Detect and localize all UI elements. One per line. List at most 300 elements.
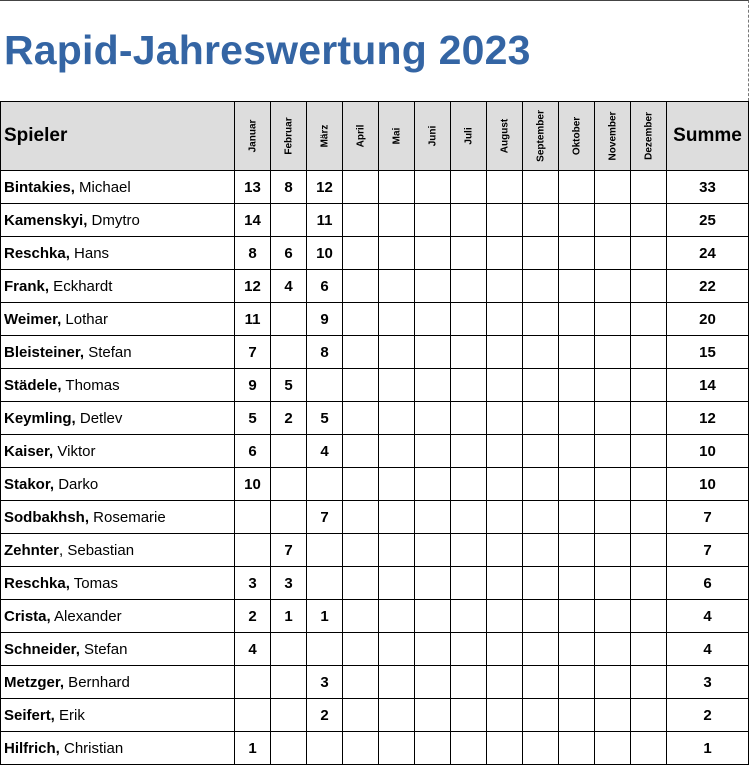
- score-cell: [415, 171, 451, 204]
- player-name-cell: [1, 666, 235, 699]
- score-cell: [559, 369, 595, 402]
- score-cell: 7: [235, 336, 271, 369]
- score-cell: 2: [271, 402, 307, 435]
- score-cell: [487, 270, 523, 303]
- score-cell: [559, 567, 595, 600]
- player-first-name: Erik: [54, 706, 85, 724]
- player-name-cell: [1, 171, 235, 204]
- player-name-cell: [1, 402, 235, 435]
- score-cell: [343, 732, 379, 765]
- player-first-name: Bernhard: [64, 673, 130, 691]
- player-first-name: Michael: [74, 178, 131, 196]
- score-cell: 3: [307, 666, 343, 699]
- player-first-name: Viktor: [53, 442, 96, 460]
- score-cell: [343, 204, 379, 237]
- score-cell: [415, 402, 451, 435]
- score-cell: [631, 666, 667, 699]
- player-last-name: Kamenskyi,: [4, 211, 88, 229]
- score-cell: [415, 303, 451, 336]
- score-cell: [379, 633, 415, 666]
- score-cell: [595, 402, 631, 435]
- score-cell: [307, 468, 343, 501]
- score-cell: [415, 270, 451, 303]
- player-first-name: Tomas: [69, 574, 118, 592]
- player-first-name: Christian: [59, 739, 124, 757]
- month-label: November: [607, 111, 618, 161]
- score-cell: 13: [235, 171, 271, 204]
- player-name-cell: [1, 600, 235, 633]
- sum-cell: 6: [667, 567, 749, 600]
- score-cell: [343, 237, 379, 270]
- score-cell: [415, 633, 451, 666]
- score-cell: [595, 666, 631, 699]
- score-cell: [343, 303, 379, 336]
- score-cell: [415, 699, 451, 732]
- score-cell: 6: [271, 237, 307, 270]
- month-label: April: [355, 124, 366, 148]
- score-cell: [343, 171, 379, 204]
- score-cell: [595, 336, 631, 369]
- score-cell: [559, 699, 595, 732]
- player-name-cell: [1, 567, 235, 600]
- score-cell: [343, 501, 379, 534]
- player-name-cell: [1, 237, 235, 270]
- score-cell: [559, 336, 595, 369]
- score-cell: [559, 171, 595, 204]
- score-cell: [523, 666, 559, 699]
- sum-cell: 33: [667, 171, 749, 204]
- score-cell: [559, 402, 595, 435]
- score-cell: [631, 468, 667, 501]
- table-row: [1, 336, 749, 369]
- score-cell: [487, 468, 523, 501]
- table-row: [1, 435, 749, 468]
- score-cell: [271, 204, 307, 237]
- score-cell: [451, 237, 487, 270]
- sum-cell: 12: [667, 402, 749, 435]
- score-cell: [415, 732, 451, 765]
- sum-cell: 15: [667, 336, 749, 369]
- score-cell: [451, 204, 487, 237]
- score-cell: [487, 237, 523, 270]
- score-cell: [631, 303, 667, 336]
- score-cell: 7: [271, 534, 307, 567]
- score-cell: [451, 699, 487, 732]
- score-cell: [343, 666, 379, 699]
- score-cell: 1: [235, 732, 271, 765]
- score-cell: [631, 633, 667, 666]
- sum-cell: 10: [667, 435, 749, 468]
- table-row: [1, 600, 749, 633]
- player-first-name: , Sebastian: [59, 541, 135, 559]
- score-cell: [559, 666, 595, 699]
- player-name-cell: [1, 435, 235, 468]
- score-cell: [343, 567, 379, 600]
- column-header-month: [451, 102, 487, 171]
- player-last-name: Weimer,: [4, 310, 62, 328]
- score-cell: 2: [307, 699, 343, 732]
- score-cell: [415, 204, 451, 237]
- player-name-cell: [1, 303, 235, 336]
- score-cell: [451, 336, 487, 369]
- score-cell: [631, 567, 667, 600]
- score-cell: [487, 633, 523, 666]
- score-cell: 5: [235, 402, 271, 435]
- player-name-cell: [1, 633, 235, 666]
- score-cell: [487, 567, 523, 600]
- score-cell: [595, 501, 631, 534]
- month-label: August: [499, 118, 510, 154]
- sum-cell: 22: [667, 270, 749, 303]
- score-cell: [415, 369, 451, 402]
- score-cell: [523, 171, 559, 204]
- month-label: Dezember: [643, 112, 654, 160]
- score-cell: [595, 732, 631, 765]
- score-cell: [523, 435, 559, 468]
- player-first-name: Dmytro: [87, 211, 140, 229]
- player-first-name: Rosemarie: [89, 508, 166, 526]
- score-cell: [487, 732, 523, 765]
- column-header-month: [595, 102, 631, 171]
- score-cell: [523, 501, 559, 534]
- score-cell: [379, 204, 415, 237]
- score-cell: [235, 666, 271, 699]
- score-cell: [523, 336, 559, 369]
- score-cell: [559, 237, 595, 270]
- score-cell: [451, 171, 487, 204]
- score-cell: 8: [307, 336, 343, 369]
- table-row: [1, 171, 749, 204]
- table-row: [1, 204, 749, 237]
- player-last-name: Hilfrich,: [4, 739, 60, 757]
- column-header-month: [559, 102, 595, 171]
- month-label: Mai: [391, 127, 402, 145]
- score-cell: 6: [235, 435, 271, 468]
- score-cell: [271, 336, 307, 369]
- score-cell: [631, 369, 667, 402]
- score-cell: 10: [235, 468, 271, 501]
- column-header-spieler: Spieler: [1, 102, 235, 171]
- player-last-name: Stakor,: [4, 475, 55, 493]
- player-last-name: Schneider,: [4, 640, 80, 658]
- score-cell: [487, 402, 523, 435]
- score-cell: [379, 699, 415, 732]
- score-cell: [343, 369, 379, 402]
- player-name-cell: [1, 369, 235, 402]
- month-label: Februar: [283, 117, 294, 155]
- score-cell: [379, 171, 415, 204]
- player-name-cell: [1, 204, 235, 237]
- sum-cell: 25: [667, 204, 749, 237]
- score-cell: 3: [235, 567, 271, 600]
- score-cell: 14: [235, 204, 271, 237]
- score-cell: [343, 435, 379, 468]
- player-last-name: Keymling,: [4, 409, 76, 427]
- score-cell: [415, 567, 451, 600]
- score-cell: [271, 732, 307, 765]
- score-cell: 6: [307, 270, 343, 303]
- score-cell: [595, 633, 631, 666]
- header-row: [1, 102, 749, 171]
- score-cell: [559, 204, 595, 237]
- page-title: Rapid-Jahreswertung 2023: [4, 27, 531, 73]
- table-row: [1, 732, 749, 765]
- column-header-month: [523, 102, 559, 171]
- score-cell: [235, 699, 271, 732]
- score-cell: [487, 204, 523, 237]
- score-cell: [307, 633, 343, 666]
- player-last-name: Reschka,: [4, 244, 70, 262]
- score-cell: [343, 633, 379, 666]
- score-cell: [343, 402, 379, 435]
- player-first-name: Thomas: [61, 376, 120, 394]
- score-cell: [415, 435, 451, 468]
- score-cell: [595, 171, 631, 204]
- score-cell: [415, 534, 451, 567]
- ranking-table: [0, 101, 749, 765]
- score-cell: [379, 369, 415, 402]
- score-cell: [379, 336, 415, 369]
- score-cell: [595, 534, 631, 567]
- player-first-name: Lothar: [61, 310, 108, 328]
- score-cell: [415, 600, 451, 633]
- score-cell: 9: [235, 369, 271, 402]
- table-row: [1, 633, 749, 666]
- score-cell: 2: [235, 600, 271, 633]
- score-cell: [379, 237, 415, 270]
- month-label: September: [535, 110, 546, 162]
- score-cell: 1: [307, 600, 343, 633]
- table-row: [1, 303, 749, 336]
- score-cell: [595, 204, 631, 237]
- sum-cell: 1: [667, 732, 749, 765]
- player-first-name: Stefan: [79, 640, 128, 658]
- score-cell: [559, 534, 595, 567]
- sum-cell: 10: [667, 468, 749, 501]
- score-cell: [559, 732, 595, 765]
- score-cell: [343, 468, 379, 501]
- score-cell: [343, 336, 379, 369]
- sum-cell: 4: [667, 600, 749, 633]
- score-cell: 1: [271, 600, 307, 633]
- score-cell: [487, 534, 523, 567]
- score-cell: [451, 369, 487, 402]
- table-row: [1, 270, 749, 303]
- month-label: Oktober: [571, 116, 582, 156]
- score-cell: [451, 666, 487, 699]
- player-name-cell: [1, 468, 235, 501]
- sum-cell: 24: [667, 237, 749, 270]
- score-cell: 4: [235, 633, 271, 666]
- score-cell: [559, 633, 595, 666]
- sum-cell: 4: [667, 633, 749, 666]
- score-cell: [523, 534, 559, 567]
- player-name-cell: [1, 336, 235, 369]
- score-cell: [271, 435, 307, 468]
- player-first-name: Darko: [54, 475, 99, 493]
- score-cell: [559, 501, 595, 534]
- score-cell: [487, 501, 523, 534]
- score-cell: 3: [271, 567, 307, 600]
- column-header-month: [307, 102, 343, 171]
- player-name-cell: [1, 732, 235, 765]
- score-cell: [307, 534, 343, 567]
- score-cell: [523, 402, 559, 435]
- score-cell: [271, 468, 307, 501]
- score-cell: [523, 732, 559, 765]
- score-cell: [415, 501, 451, 534]
- score-cell: [559, 303, 595, 336]
- player-first-name: Hans: [69, 244, 110, 262]
- score-cell: [523, 468, 559, 501]
- score-cell: [559, 600, 595, 633]
- score-cell: [487, 171, 523, 204]
- score-cell: [451, 732, 487, 765]
- player-last-name: Zehnter: [4, 541, 60, 559]
- score-cell: [379, 501, 415, 534]
- score-cell: [307, 732, 343, 765]
- score-cell: [595, 699, 631, 732]
- score-cell: 4: [271, 270, 307, 303]
- score-cell: [595, 369, 631, 402]
- sum-cell: 7: [667, 534, 749, 567]
- score-cell: [379, 303, 415, 336]
- score-cell: [487, 435, 523, 468]
- score-cell: [631, 534, 667, 567]
- column-header-month: [343, 102, 379, 171]
- player-last-name: Reschka,: [4, 574, 70, 592]
- score-cell: [595, 303, 631, 336]
- score-cell: [631, 435, 667, 468]
- score-cell: [451, 501, 487, 534]
- score-cell: [631, 270, 667, 303]
- table-row: [1, 501, 749, 534]
- score-cell: [631, 501, 667, 534]
- score-cell: [487, 699, 523, 732]
- score-cell: [523, 567, 559, 600]
- score-cell: 8: [235, 237, 271, 270]
- month-label: März: [319, 124, 330, 148]
- table-row: [1, 369, 749, 402]
- score-cell: [379, 600, 415, 633]
- score-cell: [451, 435, 487, 468]
- column-header-month: [235, 102, 271, 171]
- score-cell: [379, 402, 415, 435]
- month-label: Juni: [427, 125, 438, 147]
- score-cell: [631, 732, 667, 765]
- score-cell: [271, 501, 307, 534]
- score-cell: 8: [271, 171, 307, 204]
- column-header-month: [271, 102, 307, 171]
- player-name-cell: [1, 501, 235, 534]
- score-cell: [379, 435, 415, 468]
- score-cell: [379, 468, 415, 501]
- score-cell: [451, 600, 487, 633]
- score-cell: [343, 534, 379, 567]
- column-header-summe: Summe: [667, 102, 749, 171]
- score-cell: 12: [307, 171, 343, 204]
- score-cell: [487, 336, 523, 369]
- score-cell: 9: [307, 303, 343, 336]
- player-last-name: Bintakies,: [4, 178, 75, 196]
- sum-cell: 3: [667, 666, 749, 699]
- player-last-name: Städele,: [4, 376, 62, 394]
- player-first-name: Eckhardt: [49, 277, 113, 295]
- score-cell: 11: [307, 204, 343, 237]
- score-cell: [451, 303, 487, 336]
- player-name-cell: [1, 699, 235, 732]
- score-cell: [595, 468, 631, 501]
- column-header-month: [415, 102, 451, 171]
- score-cell: [631, 336, 667, 369]
- player-first-name: Alexander: [50, 607, 122, 625]
- score-cell: [271, 303, 307, 336]
- score-cell: [451, 534, 487, 567]
- score-cell: [631, 171, 667, 204]
- player-last-name: Sodbakhsh,: [4, 508, 90, 526]
- score-cell: [235, 534, 271, 567]
- score-cell: [451, 468, 487, 501]
- score-cell: [379, 666, 415, 699]
- sum-cell: 20: [667, 303, 749, 336]
- score-cell: 11: [235, 303, 271, 336]
- score-cell: [631, 600, 667, 633]
- score-cell: [595, 237, 631, 270]
- score-cell: [595, 435, 631, 468]
- score-cell: 12: [235, 270, 271, 303]
- table-row: [1, 534, 749, 567]
- table-row: [1, 666, 749, 699]
- score-cell: [487, 600, 523, 633]
- score-cell: [595, 600, 631, 633]
- score-cell: [343, 600, 379, 633]
- score-cell: [379, 567, 415, 600]
- player-last-name: Frank,: [4, 277, 50, 295]
- score-cell: [523, 369, 559, 402]
- score-cell: [523, 303, 559, 336]
- score-cell: [415, 336, 451, 369]
- score-cell: [379, 534, 415, 567]
- table-row: [1, 699, 749, 732]
- score-cell: [595, 270, 631, 303]
- score-cell: [379, 732, 415, 765]
- score-cell: [487, 369, 523, 402]
- table-row: [1, 402, 749, 435]
- score-cell: [559, 270, 595, 303]
- score-cell: [631, 699, 667, 732]
- player-last-name: Seifert,: [4, 706, 55, 724]
- score-cell: [271, 666, 307, 699]
- score-cell: [523, 699, 559, 732]
- column-header-month: [487, 102, 523, 171]
- score-cell: [451, 402, 487, 435]
- column-header-month: [631, 102, 667, 171]
- score-cell: [343, 270, 379, 303]
- score-cell: [307, 369, 343, 402]
- player-last-name: Kaiser,: [4, 442, 54, 460]
- score-cell: [523, 270, 559, 303]
- score-cell: [271, 633, 307, 666]
- score-cell: 7: [307, 501, 343, 534]
- score-cell: [235, 501, 271, 534]
- score-cell: [343, 699, 379, 732]
- player-first-name: Stefan: [84, 343, 132, 361]
- player-last-name: Bleisteiner,: [4, 343, 85, 361]
- score-cell: [559, 468, 595, 501]
- score-cell: [631, 237, 667, 270]
- sum-cell: 2: [667, 699, 749, 732]
- score-cell: 5: [271, 369, 307, 402]
